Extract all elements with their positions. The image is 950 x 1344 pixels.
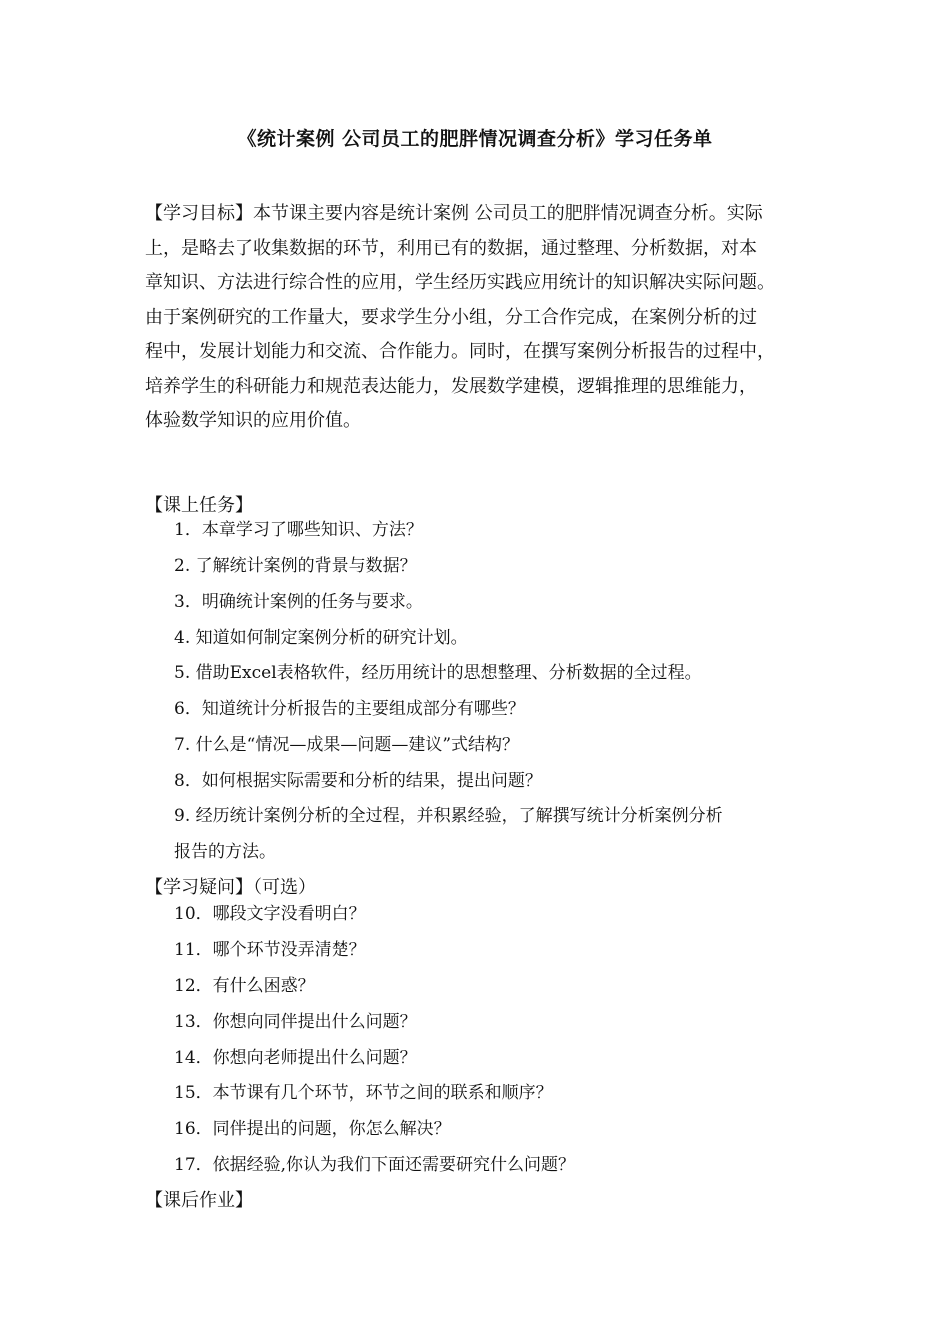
objective-line: 章知识、方法进行综合性的应用，学生经历实践应用统计的知识解决实际问题。 (145, 272, 775, 293)
question-item: 16．同伴提出的问题，你怎么解决？ (174, 1119, 451, 1139)
task-item: 7. 什么是“情况—成果—问题—建议”式结构？ (174, 735, 520, 755)
question-item: 17．依据经验,你认为我们下面还需要研究什么问题？ (174, 1155, 576, 1175)
question-item: 11．哪个环节没弄清楚？ (174, 940, 366, 960)
question-item: 12．有什么困惑？ (174, 976, 315, 996)
task-item-line: 9. 经历统计案例分析的全过程，并积累经验，了解撰写统计分析案例分析 (174, 806, 723, 826)
page-title: 《统计案例 公司员工的肥胖情况调查分析》学习任务单 (237, 128, 713, 150)
question-item: 10．哪段文字没看明白？ (174, 904, 366, 924)
task-item: 5. 借助Excel表格软件，经历用统计的思想整理、分析数据的全过程。 (174, 663, 702, 683)
task-item: 6．知道统计分析报告的主要组成部分有哪些？ (174, 699, 525, 719)
objective-line: 培养学生的科研能力和规范表达能力，发展数学建模，逻辑推理的思维能力， (145, 375, 757, 397)
task-item: 8．如何根据实际需要和分析的结果，提出问题？ (174, 771, 542, 791)
objective-line: 【学习目标】本节课主要内容是统计案例 公司员工的肥胖情况调查分析。实际 (145, 203, 763, 224)
objective-line: 体验数学知识的应用价值。 (145, 410, 361, 431)
learning-questions-heading: 【学习疑问】（可选） (145, 877, 316, 898)
question-item: 15．本节课有几个环节，环节之间的联系和顺序？ (174, 1083, 553, 1103)
objective-line: 程中，发展计划能力和交流、合作能力。同时，在撰写案例分析报告的过程中， (145, 341, 775, 362)
question-item: 14．你想向老师提出什么问题？ (174, 1048, 417, 1068)
learning-objective-paragraph (145, 197, 820, 439)
task-item-9 (174, 798, 810, 870)
question-item: 13．你想向同伴提出什么问题？ (174, 1012, 417, 1032)
task-item: 1．本章学习了哪些知识、方法？ (174, 520, 423, 540)
task-item: 2. 了解统计案例的背景与数据？ (174, 556, 417, 576)
task-item: 3．明确统计案例的任务与要求。 (174, 592, 423, 612)
task-item-line: 报告的方法。 (174, 842, 276, 862)
in-class-tasks-heading: 【课上任务】 (145, 495, 253, 516)
objective-line: 上，是略去了收集数据的环节，利用已有的数据，通过整理、分析数据，对本 (145, 237, 757, 259)
homework-heading: 【课后作业】 (145, 1190, 253, 1211)
task-item: 4. 知道如何制定案例分析的研究计划。 (174, 628, 468, 648)
objective-line: 由于案例研究的工作量大，要求学生分小组，分工合作完成，在案例分析的过 (145, 306, 757, 328)
